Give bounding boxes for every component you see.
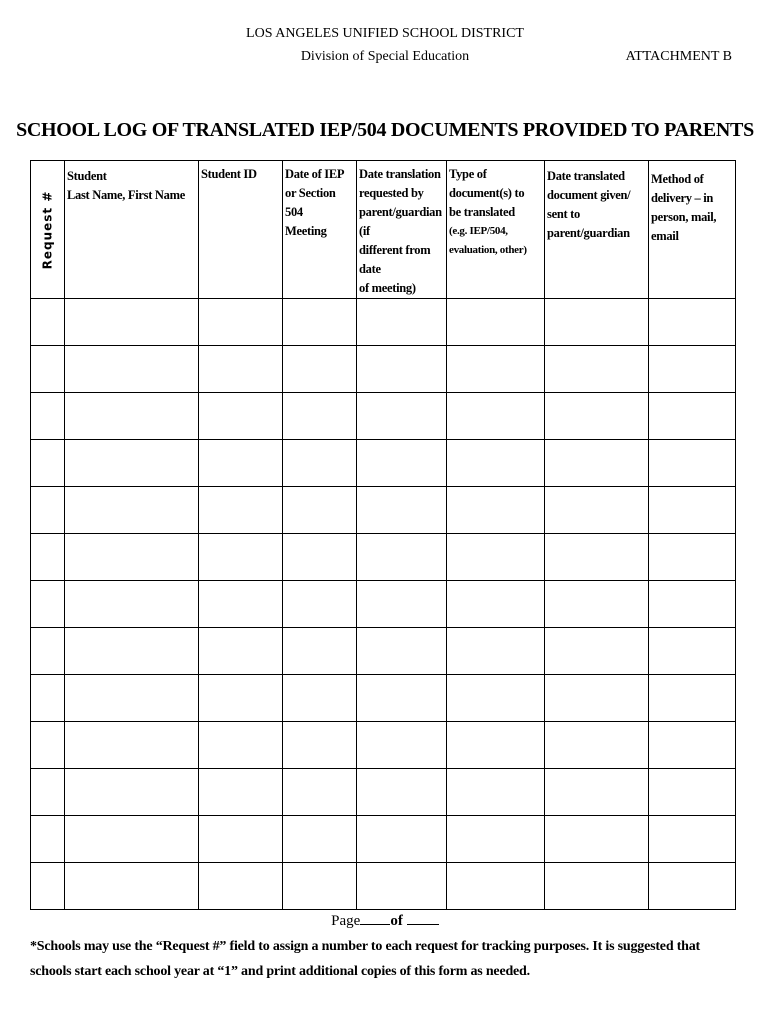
- request-number-cell[interactable]: [31, 581, 65, 628]
- header-line: be translated: [449, 205, 515, 219]
- meeting-date-cell[interactable]: [283, 440, 357, 487]
- student-name-cell[interactable]: [65, 675, 199, 722]
- student-id-cell[interactable]: [199, 675, 283, 722]
- meeting-date-cell[interactable]: [283, 581, 357, 628]
- request-number-cell[interactable]: [31, 299, 65, 346]
- meeting-date-cell[interactable]: [283, 346, 357, 393]
- header-line: email: [651, 229, 679, 243]
- table-row: [31, 487, 736, 534]
- of-label: of: [390, 913, 403, 929]
- student-name-cell[interactable]: [65, 581, 199, 628]
- header-line: Date translated: [547, 169, 625, 183]
- request-date-cell[interactable]: [357, 722, 447, 769]
- meeting-date-cell[interactable]: [283, 863, 357, 910]
- division-name: Division of Special Education: [300, 49, 470, 64]
- delivery-method-cell[interactable]: [649, 487, 736, 534]
- student-id-cell[interactable]: [199, 487, 283, 534]
- header-line: different from date: [359, 243, 431, 276]
- student-id-header: [199, 161, 283, 299]
- document-type-cell[interactable]: [447, 628, 545, 675]
- delivery-method-header: [649, 161, 736, 299]
- student-id-cell[interactable]: [199, 628, 283, 675]
- student-id-cell[interactable]: [199, 816, 283, 863]
- header-line: document(s) to: [449, 186, 525, 200]
- meeting-date-cell[interactable]: [283, 393, 357, 440]
- date-given-cell[interactable]: [545, 581, 649, 628]
- delivery-method-cell[interactable]: [649, 393, 736, 440]
- meeting-date-header: [283, 161, 357, 299]
- header-line: Date translation: [359, 167, 441, 181]
- delivery-method-cell[interactable]: [649, 675, 736, 722]
- table-row: [31, 393, 736, 440]
- document-type-cell[interactable]: [447, 534, 545, 581]
- table-row: [31, 440, 736, 487]
- delivery-method-cell[interactable]: [649, 299, 736, 346]
- document-type-cell[interactable]: [447, 346, 545, 393]
- header-line: 504: [285, 205, 303, 219]
- date-given-cell[interactable]: [545, 393, 649, 440]
- document-type-cell[interactable]: [447, 487, 545, 534]
- delivery-method-cell[interactable]: [649, 769, 736, 816]
- request-date-cell[interactable]: [357, 346, 447, 393]
- student-id-cell[interactable]: [199, 722, 283, 769]
- student-id-cell[interactable]: [199, 863, 283, 910]
- meeting-date-cell[interactable]: [283, 722, 357, 769]
- student-id-cell[interactable]: [199, 581, 283, 628]
- request-date-cell[interactable]: [357, 487, 447, 534]
- date-given-cell[interactable]: [545, 534, 649, 581]
- date-given-cell[interactable]: [545, 863, 649, 910]
- header-line: person, mail,: [651, 210, 717, 224]
- request-number-cell[interactable]: [31, 863, 65, 910]
- district-name: LOS ANGELES UNIFIED SCHOOL DISTRICT: [246, 26, 524, 41]
- header-line: evaluation, other): [449, 244, 527, 256]
- request-number-label: Request #: [40, 190, 54, 269]
- log-table: [30, 160, 736, 910]
- footnote: *Schools may use the “Request #” field to assign a number to each request for tracking purposes. It is suggested that schools start each school year at “1” and print additional copies of this form as needed.: [30, 939, 701, 979]
- table-row: [31, 628, 736, 675]
- table-row: [31, 722, 736, 769]
- request-number-cell[interactable]: [31, 769, 65, 816]
- delivery-method-cell[interactable]: [649, 346, 736, 393]
- date-given-cell[interactable]: [545, 487, 649, 534]
- meeting-date-cell[interactable]: [283, 299, 357, 346]
- student-name-cell[interactable]: [65, 346, 199, 393]
- header-line: Method of: [651, 172, 704, 186]
- document-type-cell[interactable]: [447, 299, 545, 346]
- student-name-cell[interactable]: [65, 534, 199, 581]
- request-number-header: [31, 161, 65, 299]
- document-type-cell[interactable]: [447, 863, 545, 910]
- table-row: [31, 534, 736, 581]
- date-given-cell[interactable]: [545, 440, 649, 487]
- delivery-method-cell[interactable]: [649, 863, 736, 910]
- student-name-cell[interactable]: [65, 299, 199, 346]
- table-row: [31, 863, 736, 910]
- student-name-header: [65, 161, 199, 299]
- date-given-cell[interactable]: [545, 816, 649, 863]
- table-row: [31, 816, 736, 863]
- date-given-header: [545, 161, 649, 299]
- attachment-label: ATTACHMENT B: [625, 49, 732, 64]
- table-row: [31, 769, 736, 816]
- request-date-cell[interactable]: [357, 769, 447, 816]
- student-id-cell[interactable]: [199, 299, 283, 346]
- header-line: document given/: [547, 188, 631, 202]
- request-date-cell[interactable]: [357, 675, 447, 722]
- student-name-cell[interactable]: [65, 487, 199, 534]
- document-type-cell[interactable]: [447, 816, 545, 863]
- document-type-cell[interactable]: [447, 769, 545, 816]
- document-title: SCHOOL LOG OF TRANSLATED IEP/504 DOCUMENTS PROVIDED TO PARENTS: [16, 119, 754, 141]
- header-line: requested by: [359, 186, 424, 200]
- student-id-cell[interactable]: [199, 346, 283, 393]
- student-id-cell[interactable]: [199, 534, 283, 581]
- document-type-cell[interactable]: [447, 440, 545, 487]
- request-date-cell[interactable]: [357, 863, 447, 910]
- header-line: parent/guardian (if: [359, 205, 442, 238]
- delivery-method-cell[interactable]: [649, 534, 736, 581]
- student-name-cell[interactable]: [65, 440, 199, 487]
- header-line: sent to: [547, 207, 580, 221]
- document-type-cell[interactable]: [447, 675, 545, 722]
- request-number-cell[interactable]: [31, 346, 65, 393]
- page-label: Page: [331, 913, 361, 929]
- request-date-cell[interactable]: [357, 534, 447, 581]
- request-date-cell[interactable]: [357, 440, 447, 487]
- delivery-method-cell[interactable]: [649, 816, 736, 863]
- request-number-cell[interactable]: [31, 487, 65, 534]
- meeting-date-cell[interactable]: [283, 769, 357, 816]
- request-date-header: [357, 161, 447, 299]
- header-line: Type of: [449, 167, 487, 181]
- header-line: (e.g. IEP/504,: [449, 225, 508, 237]
- student-name-cell[interactable]: [65, 722, 199, 769]
- request-number-cell[interactable]: [31, 628, 65, 675]
- table-header-row: [31, 161, 736, 299]
- delivery-method-cell[interactable]: [649, 628, 736, 675]
- student-id-cell[interactable]: [199, 393, 283, 440]
- student-name-cell[interactable]: [65, 393, 199, 440]
- header-line: Last Name, First Name: [67, 188, 185, 202]
- document-type-header: [447, 161, 545, 299]
- request-number-cell[interactable]: [31, 675, 65, 722]
- student-name-cell[interactable]: [65, 769, 199, 816]
- request-date-cell[interactable]: [357, 393, 447, 440]
- meeting-date-cell[interactable]: [283, 816, 357, 863]
- student-name-cell[interactable]: [65, 816, 199, 863]
- request-number-cell[interactable]: [31, 393, 65, 440]
- header-line: of meeting): [359, 281, 416, 295]
- request-date-cell[interactable]: [357, 299, 447, 346]
- meeting-date-cell[interactable]: [283, 628, 357, 675]
- header-line: Date of IEP: [285, 167, 345, 181]
- request-number-cell[interactable]: [31, 534, 65, 581]
- header-line: delivery – in: [651, 191, 714, 205]
- delivery-method-cell[interactable]: [649, 722, 736, 769]
- table-row: [31, 581, 736, 628]
- request-number-cell[interactable]: [31, 440, 65, 487]
- request-date-cell[interactable]: [357, 628, 447, 675]
- page-indicator: [0, 912, 770, 930]
- date-given-cell[interactable]: [545, 299, 649, 346]
- student-name-cell[interactable]: [65, 863, 199, 910]
- page-number-blank[interactable]: [360, 912, 390, 925]
- document-type-cell[interactable]: [447, 722, 545, 769]
- table-row: [31, 675, 736, 722]
- document-type-cell[interactable]: [447, 393, 545, 440]
- request-date-cell[interactable]: [357, 816, 447, 863]
- student-id-cell[interactable]: [199, 440, 283, 487]
- request-number-cell[interactable]: [31, 816, 65, 863]
- header-line: Student ID: [201, 167, 257, 181]
- header-line: parent/guardian: [547, 226, 630, 240]
- header-line: Meeting: [285, 224, 327, 238]
- student-name-cell[interactable]: [65, 628, 199, 675]
- meeting-date-cell[interactable]: [283, 487, 357, 534]
- student-id-cell[interactable]: [199, 769, 283, 816]
- date-given-cell[interactable]: [545, 346, 649, 393]
- table-row: [31, 299, 736, 346]
- table-row: [31, 346, 736, 393]
- delivery-method-cell[interactable]: [649, 581, 736, 628]
- request-number-cell[interactable]: [31, 722, 65, 769]
- date-given-cell[interactable]: [545, 675, 649, 722]
- meeting-date-cell[interactable]: [283, 675, 357, 722]
- header-line: Student: [67, 169, 107, 183]
- date-given-cell[interactable]: [545, 769, 649, 816]
- meeting-date-cell[interactable]: [283, 534, 357, 581]
- page-total-blank[interactable]: [407, 912, 439, 925]
- delivery-method-cell[interactable]: [649, 440, 736, 487]
- document-type-cell[interactable]: [447, 581, 545, 628]
- request-date-cell[interactable]: [357, 581, 447, 628]
- date-given-cell[interactable]: [545, 722, 649, 769]
- date-given-cell[interactable]: [545, 628, 649, 675]
- header-line: or Section: [285, 186, 336, 200]
